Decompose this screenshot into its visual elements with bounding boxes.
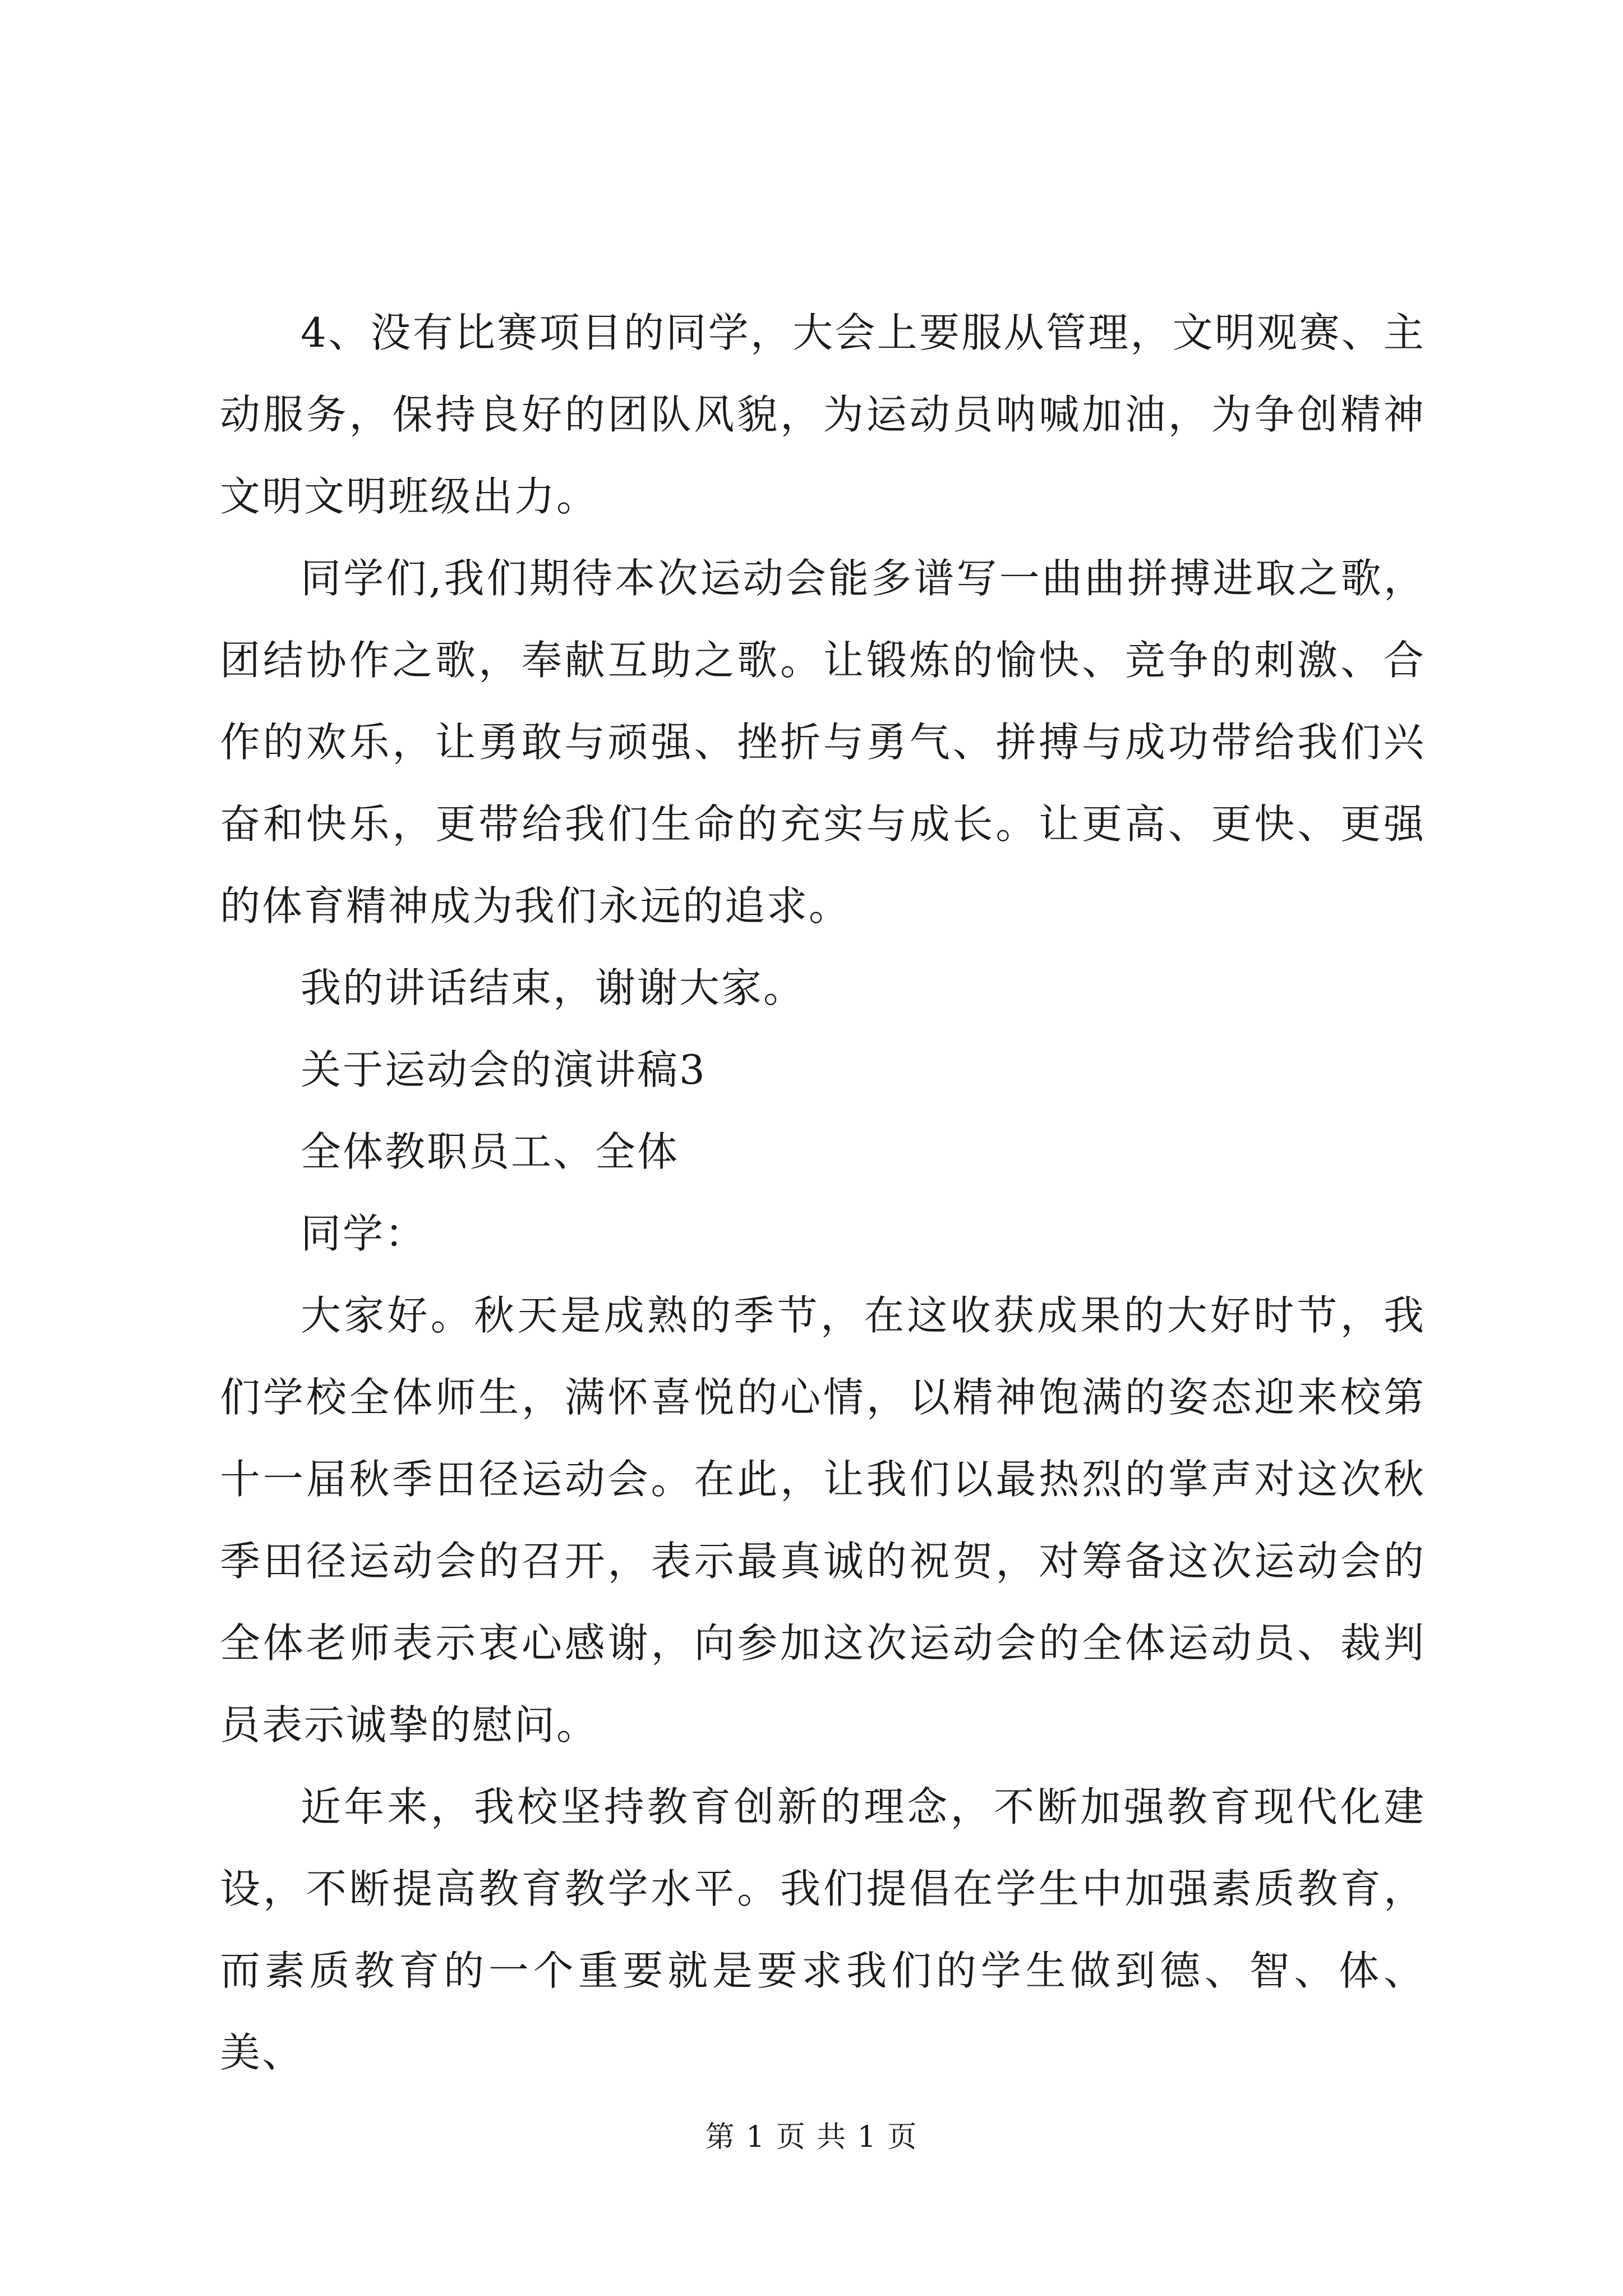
salutation-staff: 全体教职员工、全体 bbox=[301, 1128, 680, 1175]
paragraph-item-4: 4、没有比赛项目的同学，大会上要服从管理，文明观赛、主动服务，保持良好的团队风貌，为运动员呐喊加油，为争创精神文明文明班级出力。 bbox=[220, 309, 1426, 520]
section-heading: 关于运动会的演讲稿3 bbox=[301, 1046, 707, 1093]
page-footer: 第 1 页 共 1 页 bbox=[705, 2120, 918, 2154]
paragraph-speech-end: 我的讲话结束，谢谢大家。 bbox=[301, 964, 806, 1011]
salutation-students: 同学： bbox=[301, 1210, 427, 1257]
paragraph-greeting: 大家好。秋天是成熟的季节，在这收获成果的大好时节，我们学校全体师生，满怀喜悦的心情，以精神饱满的姿态迎来校第十一届秋季田径运动会。在此，让我们以最热烈的掌声对这次秋季田径运动会的召开，表示最真诚的祝贺，对筹备这次运动会的全体老师表示衷心感谢，向参加这次运动会的全体运动员、裁判员表示诚挚的慰问。 bbox=[220, 1292, 1426, 1749]
paragraph-recent-years: 近年来，我校坚持教育创新的理念，不断加强教育现代化建设，不断提高教育教学水平。我们提倡在学生中加强素质教育，而素质教育的一个重要就是要求我们的学生做到德、智、体、美、 bbox=[220, 1783, 1426, 2076]
document-body bbox=[220, 292, 1426, 2093]
paragraph-closing-hopes: 同学们,我们期待本次运动会能多谱写一曲曲拼搏进取之歌，团结协作之歌，奉献互助之歌。让锻炼的愉快、竞争的刺激、合作的欢乐，让勇敢与顽强、挫折与勇气、拼搏与成功带给我们兴奋和快乐，更带给我们生命的充实与成长。让更高、更快、更强的体育精神成为我们永远的追求。 bbox=[220, 555, 1426, 930]
